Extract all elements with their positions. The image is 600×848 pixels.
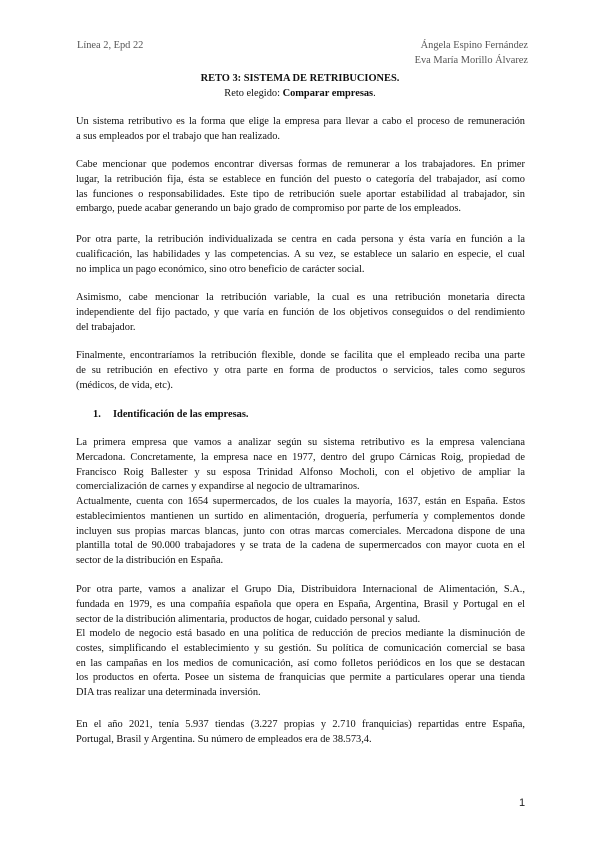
text-line: plantilla total de 90.000 trabajadores y se trata de la cadena de supermercados con mayor cuota en el [76,540,525,552]
paragraph [76,718,525,748]
paragraph [76,627,525,701]
paragraph [76,233,525,277]
paragraph [76,495,525,569]
text-line: Un sistema retributivo es la forma que elige la empresa para llevar a cabo el proceso de remuneración [76,116,525,127]
text-line: a sus empleados por el trabajo que han realizado. [76,130,280,142]
author-2: Eva María Morillo Álvarez [414,55,528,66]
text-line: Por otra parte, vamos a analizar el Grupo Dia, Distribuidora Internacional de Alimentación, S.A., [76,584,525,595]
paragraph [76,115,525,145]
text-line: La primera empresa que vamos a analizar según su sistema retributivo es la empresa valenciana [76,437,525,448]
text-line: las funciones o responsabilidades. Este tipo de retribución suele aportar estabilidad al trabajador, sin [76,188,525,200]
section-heading [76,408,525,423]
paragraph [76,158,525,217]
text-line: independiente del fijo pactado, y que varía en función de los objetivos conseguidos o del rendimiento [76,306,525,318]
author-1: Ángela Espino Fernández [420,40,528,51]
text-line: En el año 2021, tenía 5.937 tiendas (3.227 propias y 2.710 franquicias) repartidas entre España, [76,719,525,730]
text-line: incluyen sus propias marcas blancas, junto con otras marcas comerciales. Mercadona dispone de una [76,525,525,537]
document-title: RETO 3: SISTEMA DE RETRIBUCIONES. [200,73,400,84]
text-line: fundada en 1979, es una compañía española que opera en España, Argentina, Brasil y Portugal en el [76,598,525,610]
section-number: 1. [93,409,101,420]
paragraph [76,349,525,393]
text-line: Portugal, Brasil y Argentina. Su número de empleados era de 38.573,4. [76,733,372,745]
subtitle-prefix: Reto elegido: [224,88,283,99]
text-line: Asimismo, cabe mencionar la retribución variable, la cual es una retribución monetaria directa [76,292,525,303]
text-line: de su retribución en efectivo y otra parte en forma de productos o servicios, tales como seguros [76,364,525,376]
paragraph [76,436,525,495]
text-line: Cabe mencionar que podemos encontrar diversas formas de remunerar a los trabajadores. En primer [76,159,525,170]
text-line: embargo, puede acabar generando un bajo grado de compromiso por parte de los empleados. [76,203,461,215]
section-title: Identificación de las empresas. [113,409,249,420]
text-line: Actualmente, cuenta con 1654 supermercados, de los cuales la mayoría, 1637, están en España. Estos [76,496,525,507]
text-line: (médicos, de vida, etc). [76,379,173,391]
text-line: del trabajador. [76,321,136,333]
page-number: 1 [519,797,526,809]
text-line: en las campañas en los medios de comunicación, así como folletos periódicos en los que se destacan [76,657,525,669]
text-line: sector de la distribución alimentaria, productos de hogar, cuidado personal y salud. [76,613,421,625]
text-line: no implica un pago económico, sino otro beneficio de carácter social. [76,263,365,275]
text-line: Mercadona. Concretamente, la empresa nace en 1977, dentro del grupo Cárnicas Roig, propiedad de [76,451,525,463]
header-authors [415,38,528,68]
text-line: lugar, la retribución fija, ésta se establece en función del puesto o categoría del trabajador, así como [76,173,525,185]
text-line: Finalmente, encontraríamos la retribución flexible, donde se facilita que el empleado reciba una parte [76,350,525,361]
document-subtitle [0,86,600,101]
text-line: cualificación, las habilidades y las competencias. A su vez, se establece un salario en especie, el cual [76,248,525,260]
paragraph [76,291,525,335]
text-line: DIA tras realizar una determinada inversión. [76,687,261,699]
paragraph [76,583,525,627]
subtitle-bold: Comparar empresas [282,88,374,99]
header-left: Línea 2, Epd 22 [77,40,144,51]
text-line: Por otra parte, la retribución individualizada se centra en cada persona y ésta varía en función a la [76,234,525,245]
text-line: sector de la distribución en España. [76,555,224,567]
text-line: Francisco Roig Ballester y su esposa Trinidad Alfonso Mocholi, con el objetivo de ampliar la [76,466,525,478]
text-line: los productos en oferta. Posee un sistema de franquicias que permite a particulares operar una tienda [76,672,525,684]
text-line: costes, simplificando el establecimiento y su gestión. Su política de comunicación comercial se basa [76,642,525,654]
text-line: establecimientos mantienen un surtido en alimentación, droguería, perfumería y complementos donde [76,510,525,522]
text-line: comercialización de carnes y expandirse al negocio de ultramarinos. [76,481,360,493]
text-line: El modelo de negocio está basado en una política de reducción de precios mediante la disminución de [76,628,525,639]
subtitle-suffix: . [373,88,376,99]
